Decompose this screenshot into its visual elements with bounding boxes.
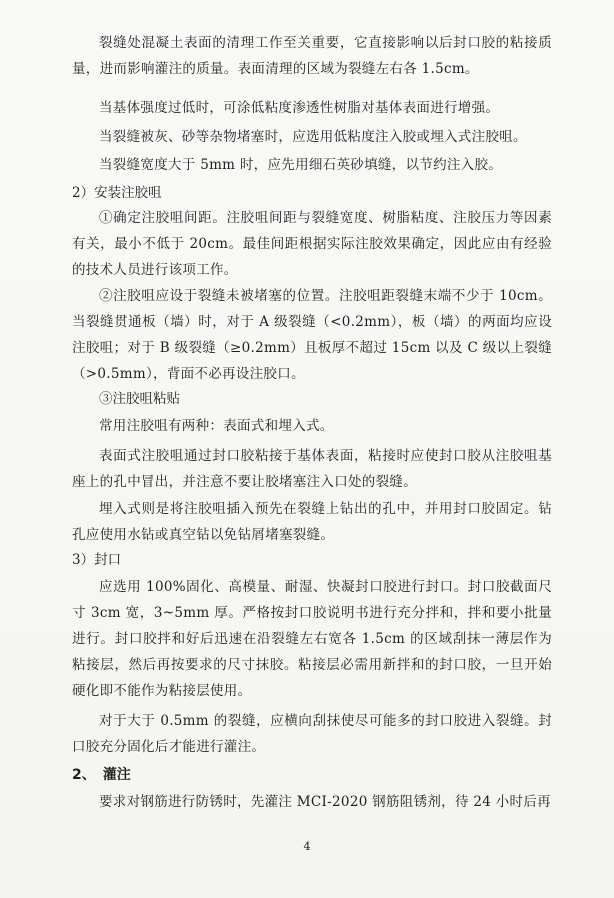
paragraph-blocked-crack: 当裂缝被灰、砂等杂物堵塞时，应选用低粘度注入胶或埋入式注胶咀。 (99, 129, 527, 145)
paragraph-nozzle-spacing: ①确定注胶咀间距。注胶咀间距与裂缝宽度、树脂粘度、注胶压力等因素有关，最小不低于 20cm。最佳间距根据实际注胶效果确定，因此应由有经验的技术人员进行该项工作。 (72, 210, 552, 278)
paragraph-rust-prevention: 要求对钢筋进行防锈时，先灌注 MCI-2020 钢筋阻锈剂，待 24 小时后再 (99, 794, 551, 810)
paragraph-nozzle-position: ②注胶咀应设于裂缝未被堵塞的位置。注胶咀距裂缝末端不少于 10cm。当裂缝贯通板（墙）时，对于 A 级裂缝（<0.2mm），板（墙）的两面均应设注胶咀；对于 B 级裂缝（≥0.2mm）且板厚不超过 15cm 以及 C 级以上裂缝（>0.5mm），背面不必再设注胶口。 (72, 288, 552, 382)
paragraph-nozzle-types: 常用注胶咀有两种：表面式和埋入式。 (99, 418, 334, 434)
paragraph-large-crack: 对于大于 0.5mm 的裂缝，应横向刮抹使尽可能多的封口胶进入裂缝。封口胶充分固化后才能进行灌注。 (72, 713, 552, 755)
paragraph-surface-nozzle: 表面式注胶咀通过封口胶粘接于基体表面，粘接时应使封口胶从注胶咀基座上的孔中冒出，并注意不要让胶堵塞注入口处的裂缝。 (72, 448, 552, 490)
paragraph-wide-crack: 当裂缝宽度大于 5mm 时，应先用细石英砂填缝，以节约注入胶。 (99, 157, 503, 173)
page-number: 4 (303, 840, 311, 853)
paragraph-base-strength: 当基体强度过低时，可涂低粘度渗透性树脂对基体表面进行增强。 (99, 100, 500, 116)
heading-nozzle-paste: ③注胶咀粘贴 (99, 391, 180, 407)
heading-install-nozzle: 2）安装注胶咀 (72, 185, 162, 201)
paragraph-surface-cleaning: 裂缝处混凝土表面的清理工作至关重要，它直接影响以后封口胶的粘接质量，进而影响灌注的质量。表面清理的区域为裂缝左右各 1.5cm。 (72, 35, 552, 77)
heading-sealing: 3）封口 (72, 552, 122, 568)
paragraph-sealing-glue: 应选用 100%固化、高模量、耐湿、快凝封口胶进行封口。封口胶截面尺寸 3cm 宽，3~5mm 厚。严格按封口胶说明书进行充分拌和，拌和要小批量进行。封口胶拌和好后迅速在沿裂缝左右宽各 1.5cm 的区域刮抹一薄层作为粘接层，然后再按要求的尺寸抹胶。粘接层必需用新拌和的封口胶，一旦开始硬化即不能作为粘接层使用。 (72, 579, 552, 699)
paragraph-embedded-nozzle: 埋入式则是将注胶咀插入预先在裂缝上钻出的孔中，并用封口胶固定。钻孔应使用水钻或真空钻以免钻屑堵塞裂缝。 (72, 501, 552, 543)
heading-grouting: 2、 灌注 (72, 767, 131, 783)
